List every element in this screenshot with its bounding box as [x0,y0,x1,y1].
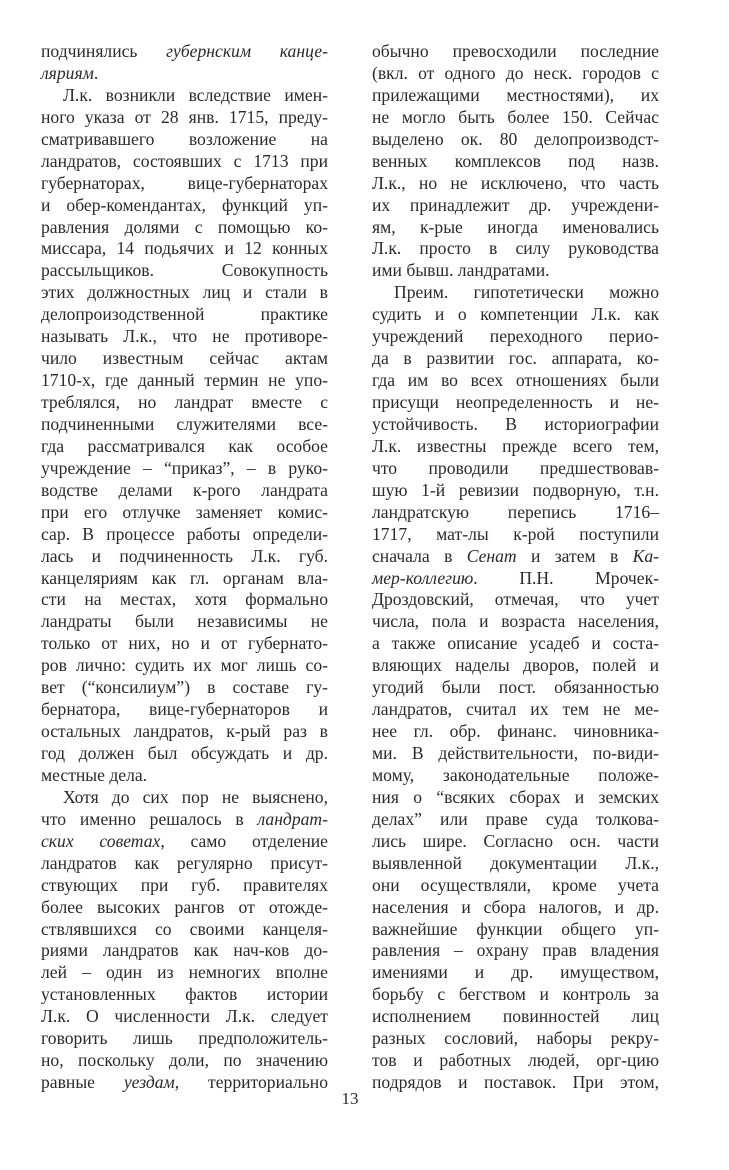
text-run: губернаторах, вице-губернаторах [41,172,328,193]
text-run: Л.к. О численности Л.к. следует [41,1006,328,1027]
text-line [372,655,659,677]
text-run: только от них, но и от губернато- [41,633,328,654]
text-run: сар. В процессе работы определи- [41,523,328,544]
text-line [41,568,328,590]
text-line [372,699,659,721]
text-run: присущи неопределенность и не- [372,392,659,412]
text-run: 1717, мат-лы к-рой поступили [372,523,659,544]
text-line [372,1006,659,1028]
text-run: гда им во всех отношениях были [372,370,659,391]
text-run: Преим. гипотетически можно [394,282,659,303]
text-line [41,392,328,414]
text-line [41,63,328,85]
text-run: лись шире. Согласно осн. части [372,830,659,851]
text-line [372,304,659,326]
text-line [41,260,328,282]
text-line [41,458,328,480]
text-run: ствующих при губ. правителях [41,874,328,895]
text-run: что именно решалось в [41,808,258,829]
text-line [41,721,328,743]
text-line [41,85,328,107]
text-run: рассыльщиков. Совокупность [41,260,328,281]
text-line [41,1028,328,1050]
text-line [41,326,328,348]
text-run: равные [41,1072,124,1093]
italic-term: ских советах [41,830,161,851]
text-run: местные дела. [41,764,148,785]
text-line [372,589,659,611]
text-run: ландраты были независимы не [41,611,328,632]
text-line [41,282,328,304]
text-line [41,348,328,370]
text-line [41,546,328,568]
text-line [41,984,328,1006]
text-run: выделено ок. 80 делопроизводст- [372,128,659,149]
text-line [41,809,328,831]
text-run: делах” или праве суда толкова- [372,808,659,829]
text-line [372,721,659,743]
text-run: более высоких рангов от отожде- [41,896,328,917]
text-run: устойчивость. В историографии [372,413,659,434]
text-line [372,875,659,897]
text-run: риями ландратов как нач-ков до- [41,940,328,961]
text-run: ного указа от 28 янв. 1715, преду- [41,106,328,127]
text-run: говорить лишь предположитель- [41,1028,328,1049]
italic-term: уездам [123,1072,175,1093]
text-line [372,502,659,524]
text-line [372,41,659,63]
text-line [41,875,328,897]
text-line [41,699,328,721]
text-run: числа, пола и возраста населения, [372,611,659,632]
text-line [41,370,328,392]
text-run: они осуществляли, кроме учета [372,874,659,895]
italic-term: губернским канце- [166,41,328,61]
text-run: канцеляриям как гл. органам вла- [41,567,328,588]
text-line [372,195,659,217]
text-line [372,282,659,304]
italic-term: ландрат- [257,808,328,829]
text-run: ими бывш. ландратами. [372,260,550,281]
text-run: нее гл. обр. финанс. чиновника- [372,721,659,742]
text-line [372,962,659,984]
text-run: ландратов, состоявших с 1713 при [41,150,328,171]
text-run: ландратов как регулярно присут- [41,852,328,873]
text-run: мому, законодательные положе- [372,764,659,785]
text-run: Дроздовский, отмечая, что учет [372,589,659,610]
text-line [372,392,659,414]
text-run: что проводили предшествовав- [372,457,659,478]
text-run: прилежащими местностями), их [372,84,659,105]
text-run: делопроизодственной практике [41,304,328,325]
right-column [372,41,659,1094]
text-line [372,568,659,590]
text-run: шую 1-й ревизии подворную, т.н. [372,479,659,500]
text-run: этих должностных лиц и стали в [41,282,328,303]
text-run: , само отделение [160,830,328,851]
text-line [372,151,659,173]
text-run: ландратов, считал их тем не ме- [372,699,659,720]
text-line [41,787,328,809]
text-run: Л.к., но не исключено, что часть [372,172,659,193]
text-line [41,611,328,633]
text-run: важнейшие функции общего уп- [372,918,659,939]
text-line [372,85,659,107]
text-run: учреждение – “приказ”, – в руко- [41,457,328,478]
text-line [372,238,659,260]
text-run: имениями и др. имуществом, [372,962,659,983]
text-line [41,853,328,875]
text-line [41,633,328,655]
text-line [372,787,659,809]
text-run: не могло быть более 150. Сейчас [372,106,659,127]
text-run: тов и работных людей, орг-цию [372,1050,659,1071]
text-run: подчинялись [41,41,167,61]
text-run: треблялся, но ландрат вместе с [41,392,328,412]
text-line [372,524,659,546]
text-run: год должен был обсуждать и др. [41,743,328,763]
page-number: 13 [341,1089,359,1108]
text-run: (вкл. от одного до неск. городов с [372,62,659,83]
text-line [372,1028,659,1050]
text-run: и затем в [516,545,633,566]
text-line [41,524,328,546]
text-run: ров лично: судить их мог лишь со- [41,655,328,676]
text-run: ствлявшихся со своими канцеля- [41,918,328,939]
text-line [372,173,659,195]
text-line [41,1072,328,1094]
text-run: обычно превосходили последние [372,41,659,61]
text-run: вет (“консилиум”) в составе гу- [41,677,328,698]
text-line [372,919,659,941]
text-line [41,677,328,699]
text-line [372,326,659,348]
text-run: бернатора, вице-губернаторов и [41,699,328,720]
text-line [41,919,328,941]
text-line [372,765,659,787]
text-run: ния о “всяких сборах и земских [372,786,659,807]
text-run: Л.к. известны прежде всего тем, [372,435,659,456]
text-run: борьбу с бегством и контроль за [372,984,659,1005]
text-run: выявленной документации Л.к., [372,852,659,873]
text-line [41,962,328,984]
text-line [372,677,659,699]
text-run: равления долями с помощью ко- [41,216,328,237]
text-line [41,765,328,787]
text-line [41,940,328,962]
text-line [372,107,659,129]
text-line [372,217,659,239]
text-line [41,238,328,260]
text-run: , территориально [174,1072,328,1093]
text-run: сматривавшего возложение на [41,128,328,149]
text-line [41,1050,328,1072]
text-line [372,1072,659,1094]
text-run: остальных ландратов, к-рый раз в [41,721,328,742]
text-run: а также описание усадеб и соста- [372,633,659,654]
text-line [372,348,659,370]
text-line [41,480,328,502]
text-line [41,414,328,436]
italic-term: мер-коллегию [372,567,474,588]
text-line [372,611,659,633]
text-line [41,589,328,611]
text-line [372,414,659,436]
text-run: чило известным сейчас актам [41,348,328,369]
text-line [372,458,659,480]
text-run: ландратскую перепись 1716– [372,501,659,522]
text-run: разных сословий, наборы рекру- [372,1028,659,1049]
text-line [41,41,328,63]
text-line [372,546,659,568]
text-line [372,436,659,458]
text-run: учреждений переходного перио- [372,326,659,347]
text-run: судить и о компетенции Л.к. как [372,304,659,325]
text-run: населения и сбора налогов, и др. [372,896,659,917]
text-run: да в развитии гос. аппарата, ко- [372,348,659,369]
text-line [372,480,659,502]
text-line [41,897,328,919]
text-run: Л.к. возникли вследствие имен- [63,84,328,105]
text-line [41,217,328,239]
text-run: равления – охрану прав владения [372,940,659,961]
text-line [41,436,328,458]
text-run: вляющих наделы дворов, полей и [372,655,659,676]
text-line [41,173,328,195]
text-run: их принадлежит др. учреждени- [372,194,659,215]
text-run: . [93,62,99,83]
italic-term: ляриям [41,62,94,83]
text-line [372,63,659,85]
text-line [372,984,659,1006]
text-run: называть Л.к., что не противоре- [41,326,328,347]
text-run: Л.к. просто в силу руководства [372,238,659,259]
italic-term: Ка- [632,545,659,566]
italic-term: Сенат [466,545,517,566]
text-run: сначала в [372,545,467,566]
text-line [372,1050,659,1072]
text-line [372,370,659,392]
text-run: ми. В действительности, по-види- [372,743,659,763]
text-line [372,853,659,875]
text-line [41,831,328,853]
text-run: и обер-комендантах, функций уп- [41,194,328,215]
text-line [41,195,328,217]
text-line [41,304,328,326]
text-line [372,260,659,282]
text-line [41,129,328,151]
text-line [372,831,659,853]
text-run: ям, к-рые иногда именовались [372,216,659,237]
text-line [41,743,328,765]
text-line [41,107,328,129]
text-run: гда рассматривался как особое [41,435,328,456]
text-line [372,633,659,655]
text-line [372,129,659,151]
text-line [41,151,328,173]
text-run: миссара, 14 подьячих и 12 конных [41,238,328,259]
text-run: лей – один из немногих вполне [41,962,328,983]
text-run: венных комплексов под назв. [372,150,659,171]
text-run: . П.Н. Мрочек- [473,567,659,588]
text-run: подчиненными служителями все- [41,413,328,434]
text-run: при его отлучке заменяет комис- [41,501,328,522]
text-line [372,940,659,962]
text-run: подрядов и поставок. При этом, [372,1072,659,1093]
text-line [41,1006,328,1028]
text-line [372,743,659,765]
text-line [372,897,659,919]
text-run: лась и подчиненность Л.к. губ. [41,545,328,566]
text-run: сти на местах, хотя формально [41,589,328,610]
text-run: 1710-х, где данный термин не упо- [41,370,328,391]
text-run: установленных фактов истории [41,984,328,1005]
text-line [372,809,659,831]
text-run: угодий были пост. обязанностью [372,677,659,698]
text-run: водстве делами к-рого ландрата [41,479,328,500]
text-line [41,655,328,677]
text-run: исполнением повинностей лиц [372,1006,659,1027]
left-column [41,41,328,1094]
text-line [41,502,328,524]
text-run: Хотя до сих пор не выяснено, [63,786,328,807]
text-run: но, поскольку доли, по значению [41,1050,328,1071]
